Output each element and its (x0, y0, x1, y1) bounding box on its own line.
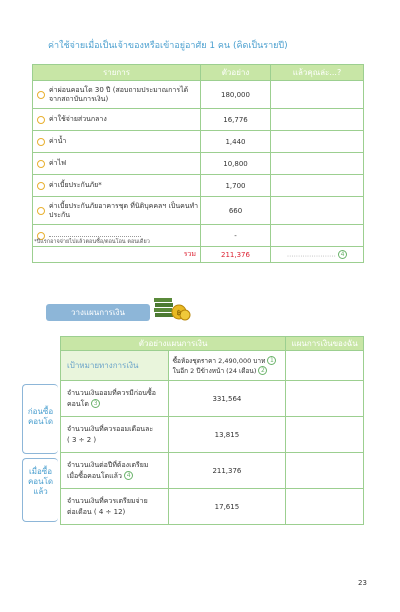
my-plan-input[interactable] (286, 351, 364, 381)
col-header-item: รายการ (33, 65, 201, 81)
plan-row (61, 453, 364, 489)
expense-label: ค่าเบี้ยประกันภัย* (49, 181, 102, 189)
section-title: ค่าใช้จ่ายเมื่อเป็นเจ้าของหรือเข้าอยู่อาศัย 1 คน (คิดเป็นรายปี) (48, 41, 288, 51)
plan-label-line1: จำนวนเงินต่อปีที่ต้องเตรียม (67, 460, 149, 469)
expense-value: - (201, 225, 271, 247)
plan-label-line2: ต่อเดือน ( 4 ÷ 12) (67, 507, 126, 516)
expense-label: ค่าผ่อนคอนโด 30 ปี (สอบถามประมาณการได้จากสถาบันการเงิน) (49, 85, 189, 103)
col-header-my-plan: แผนการเงินของฉัน (286, 337, 364, 351)
col-header-example-plan: ตัวอย่างแผนการเงิน (61, 337, 286, 351)
plan-label (61, 489, 169, 525)
expense-input[interactable] (271, 109, 364, 131)
goal-line-1: ซื้อห้องชุดราคา 2,490,000 บาท (172, 356, 266, 365)
my-plan-input[interactable] (286, 489, 364, 525)
goal-label: เป้าหมายทางการเงิน (61, 351, 169, 381)
expense-row (33, 109, 364, 131)
plan-label-line1: จำนวนเงินที่ควรเตรียมจ่าย (67, 496, 148, 505)
plan-label (61, 453, 169, 489)
plan-row (61, 489, 364, 525)
circled-number: 3 (91, 399, 100, 408)
total-value: 211,376 (201, 247, 271, 263)
expense-label: ค่าเบี้ยประกันภัยอาคารชุด ที่นิติบุคคลฯ เป็นคนทำประกัน (49, 201, 199, 219)
bullet-icon (37, 91, 45, 99)
blank-entry-line[interactable] (49, 231, 141, 237)
plan-value: 211,376 (168, 453, 286, 489)
expense-input[interactable] (271, 197, 364, 225)
footnote: *ปีแรกอาจจ่ายไปแล้วตอนซื้อ/ตอนโอน ตอนเดียว (34, 239, 150, 245)
col-header-example: ตัวอย่าง (201, 65, 271, 81)
goal-row (61, 351, 364, 381)
expense-label: ค่าไฟ (49, 159, 67, 167)
bullet-icon (37, 160, 45, 168)
side-label-before: ก่อนซื้อ คอนโด (22, 384, 58, 454)
svg-text:฿: ฿ (176, 309, 182, 317)
plan-row (61, 417, 364, 453)
expense-label: ค่าน้ำ (49, 137, 67, 145)
plan-label-line2: คอนโด (67, 399, 89, 408)
goal-line-2: ในอีก 2 ปีข้างหน้า (24 เดือน) (172, 366, 257, 375)
financial-plan-tab[interactable]: วางแผนการเงิน (46, 304, 150, 321)
side-label-after: เมื่อซื้อ คอนโด แล้ว (22, 458, 58, 522)
expense-value: 10,800 (201, 153, 271, 175)
my-plan-input[interactable] (286, 453, 364, 489)
plan-label-line1: จำนวนเงินออมที่ควรมีก่อนซื้อ (67, 388, 156, 397)
expense-row (33, 81, 364, 109)
bullet-icon (37, 116, 45, 124)
financial-plan-table (60, 336, 364, 525)
col-header-yours: แล้วคุณล่ะ...? (271, 65, 364, 81)
plan-value: 17,615 (168, 489, 286, 525)
expense-header-row (33, 65, 364, 81)
expense-row (33, 131, 364, 153)
my-plan-input[interactable] (286, 417, 364, 453)
plan-label-line2: ( 3 ÷ 2 ) (67, 435, 97, 444)
expense-value: 1,440 (201, 131, 271, 153)
expense-input[interactable] (271, 175, 364, 197)
circled-number: 2 (258, 366, 267, 375)
plan-row (61, 381, 364, 417)
expense-value: 180,000 (201, 81, 271, 109)
plan-label (61, 417, 169, 453)
expense-input[interactable] (271, 131, 364, 153)
plan-header-row (61, 337, 364, 351)
expense-input[interactable] (271, 153, 364, 175)
money-coins-icon (152, 292, 192, 322)
bullet-icon (37, 182, 45, 190)
bullet-icon (37, 207, 45, 215)
expense-label: ค่าใช้จ่ายส่วนกลาง (49, 115, 107, 123)
expense-row (33, 153, 364, 175)
plan-value: 13,815 (168, 417, 286, 453)
total-row (33, 247, 364, 263)
plan-label-line2: เมื่อซื้อคอนโดแล้ว (67, 471, 122, 480)
bullet-icon (37, 138, 45, 146)
my-plan-input[interactable] (286, 381, 364, 417)
expense-value: 660 (201, 197, 271, 225)
expense-table (32, 64, 364, 263)
plan-value: 331,564 (168, 381, 286, 417)
expense-row (33, 175, 364, 197)
circled-number: 4 (338, 250, 347, 259)
expense-row (33, 197, 364, 225)
page-number: 23 (358, 579, 367, 587)
total-dots[interactable]: ...................... (286, 250, 336, 259)
circled-number: 1 (267, 356, 276, 365)
circled-number: 4 (124, 471, 133, 480)
plan-label-line1: จำนวนเงินที่ควรออมเดือนละ (67, 424, 154, 433)
plan-label (61, 381, 169, 417)
expense-value: 16,776 (201, 109, 271, 131)
expense-value: 1,700 (201, 175, 271, 197)
expense-input[interactable] (271, 225, 364, 247)
goal-value (168, 351, 286, 381)
total-label: รวม (33, 247, 201, 263)
expense-input[interactable] (271, 81, 364, 109)
